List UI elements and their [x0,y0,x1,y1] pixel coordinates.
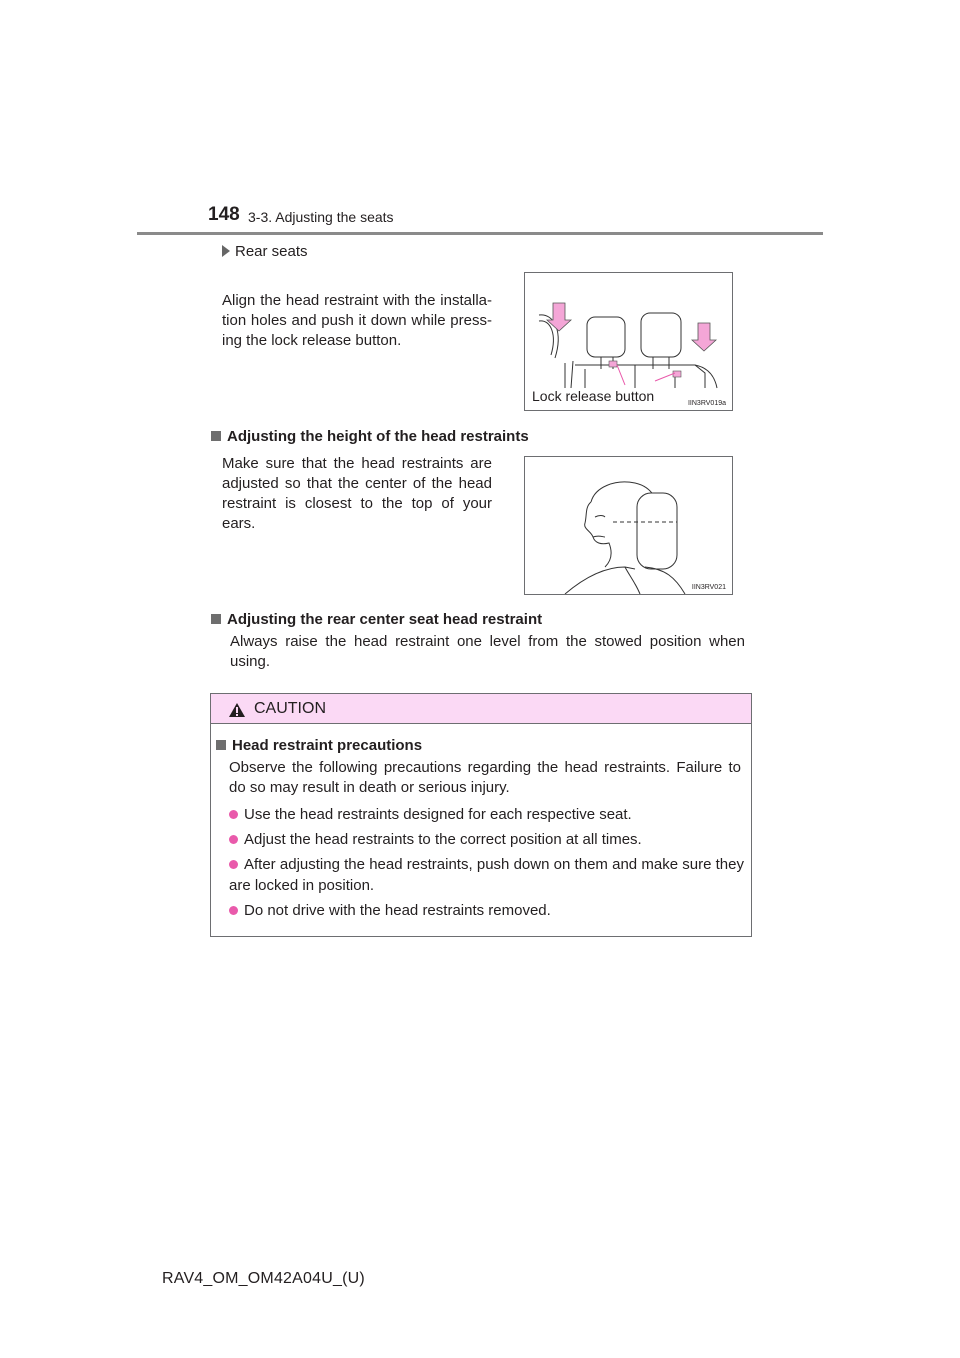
caution-intro: Observe the following precautions regarding the head restraints. Failure to do so may result in death or serious injury. [229,759,741,796]
bullet-dot-icon [229,835,238,844]
header-rule [137,232,823,235]
warning-triangle-icon [228,702,246,718]
head-restraint-height-illustration [525,457,732,594]
bullet-dot-icon [229,810,238,819]
height-section-text: Make sure that the head restraints are adjusted so that the center of the head restraint is closest to the top of your ears. [222,455,492,532]
figure-id: IIN3RV019a [687,400,726,407]
footer-code: RAV4_OM_OM42A04U_(U) [162,1270,365,1287]
triangle-arrow-icon [222,245,230,257]
head-position-figure [524,456,733,595]
square-bullet-icon [211,431,221,441]
rear-head-restraint-figure [524,272,733,411]
page-number: 148 [208,204,240,225]
square-bullet-icon [216,740,226,750]
caution-box [210,693,752,937]
bullet-dot-icon [229,906,238,915]
section-heading-center: Adjusting the rear center seat head restraint [211,611,542,628]
bullet-dot-icon [229,860,238,869]
lock-release-callout: Lock release button [532,388,655,404]
square-bullet-icon [211,614,221,624]
caution-heading: Head restraint precautions [216,737,422,754]
caution-header [211,694,751,724]
caution-bullet: Do not drive with the head restraints removed. [229,900,744,921]
section-heading-height: Adjusting the height of the head restraints [211,428,529,445]
rear-seats-text: Align the head restraint with the installa- tion holes and push it down while press- ing the lock release button. [222,292,492,349]
caution-bullet: Adjust the head restraints to the correct position at all times. [229,829,744,850]
center-section-text: Always raise the head restraint one level from the stowed position when using. [230,633,745,670]
caution-bullet: Use the head restraints designed for each respective seat. [229,804,744,825]
caution-title: CAUTION [254,700,326,717]
caution-bullet: After adjusting the head restraints, push down on them and make sure they are locked in position. [229,856,744,894]
rear-seats-label: Rear seats [222,243,308,260]
figure-id: IIN3RV021 [691,584,726,591]
chapter-title: 3-3. Adjusting the seats [248,209,394,225]
